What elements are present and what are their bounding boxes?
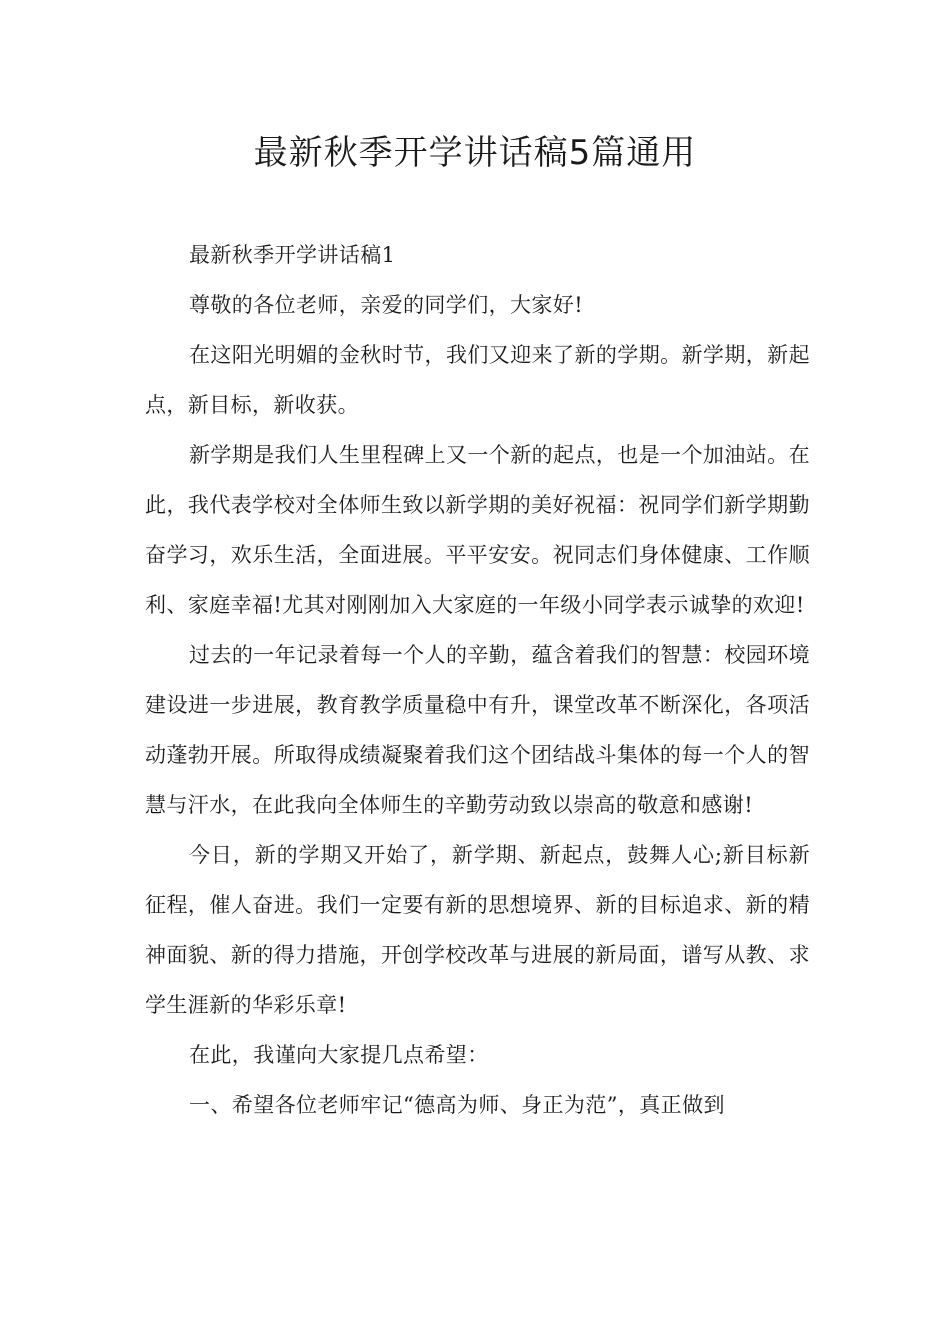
body-paragraph: 在此，我谨向大家提几点希望：	[189, 1043, 489, 1067]
document-title: 最新秋季开学讲话稿5篇通用	[253, 133, 697, 173]
document-body	[145, 230, 810, 1130]
body-paragraph: 一、希望各位老师牢记“德高为师、身正为范”，真正做到	[189, 1093, 725, 1117]
body-paragraph: 在这阳光明媚的金秋时节，我们又迎来了新的学期。新学期，新起点，新目标，新收获。	[145, 343, 810, 417]
body-paragraph: 过去的一年记录着每一个人的辛勤，蕴含着我们的智慧：校园环境建设进一步进展，教育教学质量稳中有升，课堂改革不断深化，各项活动蓬勃开展。所取得成绩凝聚着我们这个团结战斗集体的每一个人的智慧与汗水，在此我向全体师生的辛勤劳动致以崇高的敬意和感谢!	[145, 643, 810, 817]
body-paragraph: 新学期是我们人生里程碑上又一个新的起点，也是一个加油站。在此，我代表学校对全体师生致以新学期的美好祝福：祝同学们新学期勤奋学习，欢乐生活，全面进展。平平安安。祝同志们身体健康、工作顺利、家庭幸福!尤其对刚刚加入大家庭的一年级小同学表示诚挚的欢迎!	[145, 443, 810, 617]
body-paragraph: 今日，新的学期又开始了，新学期、新起点，鼓舞人心;新目标新征程，催人奋进。我们一定要有新的思想境界、新的目标追求、新的精神面貌、新的得力措施，开创学校改革与进展的新局面，谱写从教、求学生涯新的华彩乐章!	[145, 843, 810, 1017]
section-heading: 最新秋季开学讲话稿1	[189, 243, 396, 267]
greeting-paragraph: 尊敬的各位老师，亲爱的同学们，大家好!	[189, 293, 584, 317]
